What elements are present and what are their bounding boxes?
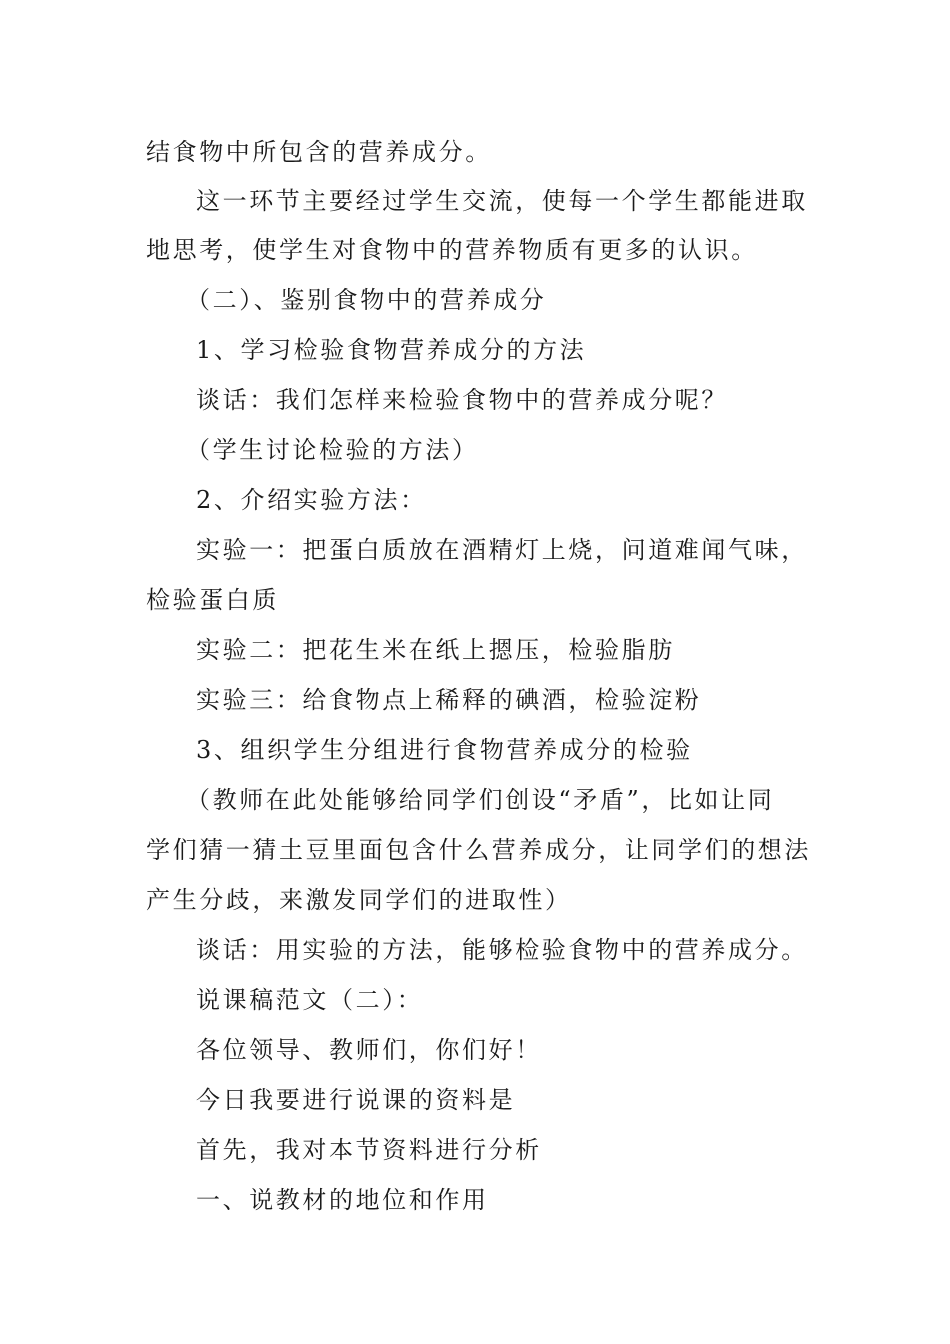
text-line: 谈话：用实验的方法，能够检验食物中的营养成分。 bbox=[196, 936, 808, 964]
text-line: 谈话：我们怎样来检验食物中的营养成分呢？ bbox=[196, 386, 728, 414]
text-line: 结食物中所包含的营养成分。 bbox=[146, 138, 492, 166]
subsection-heading: 1、学习检验食物营养成分的方法 bbox=[196, 336, 587, 364]
subsection-heading: 3、组织学生分组进行食物营养成分的检验 bbox=[196, 736, 693, 764]
text-line: （学生讨论检验的方法） bbox=[186, 436, 479, 464]
section-heading: 一、说教材的地位和作用 bbox=[196, 1186, 489, 1214]
text-line: 实验二：把花生米在纸上摁压，检验脂肪 bbox=[196, 636, 675, 664]
text-line: 各位领导、教师们，你们好！ bbox=[196, 1036, 542, 1064]
text-line: 今日我要进行说课的资料是 bbox=[196, 1086, 516, 1114]
section-heading: 说课稿范文（二）： bbox=[196, 986, 424, 1014]
section-heading: （二）、鉴别食物中的营养成分 bbox=[186, 286, 547, 314]
text-line: （教师在此处能够给同学们创设“矛盾”，比如让同 bbox=[186, 786, 775, 814]
text-line: 学们猜一猜土豆里面包含什么营养成分，让同学们的想法 bbox=[146, 836, 811, 864]
subsection-heading: 2、介绍实验方法： bbox=[196, 486, 427, 514]
text-line: 地思考，使学生对食物中的营养物质有更多的认识。 bbox=[146, 236, 758, 264]
text-line: 实验三：给食物点上稀释的碘酒，检验淀粉 bbox=[196, 686, 702, 714]
text-line: 实验一：把蛋白质放在酒精灯上烧，问道难闻气味， bbox=[196, 536, 808, 564]
text-line: 首先，我对本节资料进行分析 bbox=[196, 1136, 542, 1164]
text-line: 产生分歧，来激发同学们的进取性） bbox=[146, 886, 572, 914]
text-line: 这一环节主要经过学生交流，使每一个学生都能进取 bbox=[196, 187, 808, 215]
text-line: 检验蛋白质 bbox=[146, 586, 279, 614]
